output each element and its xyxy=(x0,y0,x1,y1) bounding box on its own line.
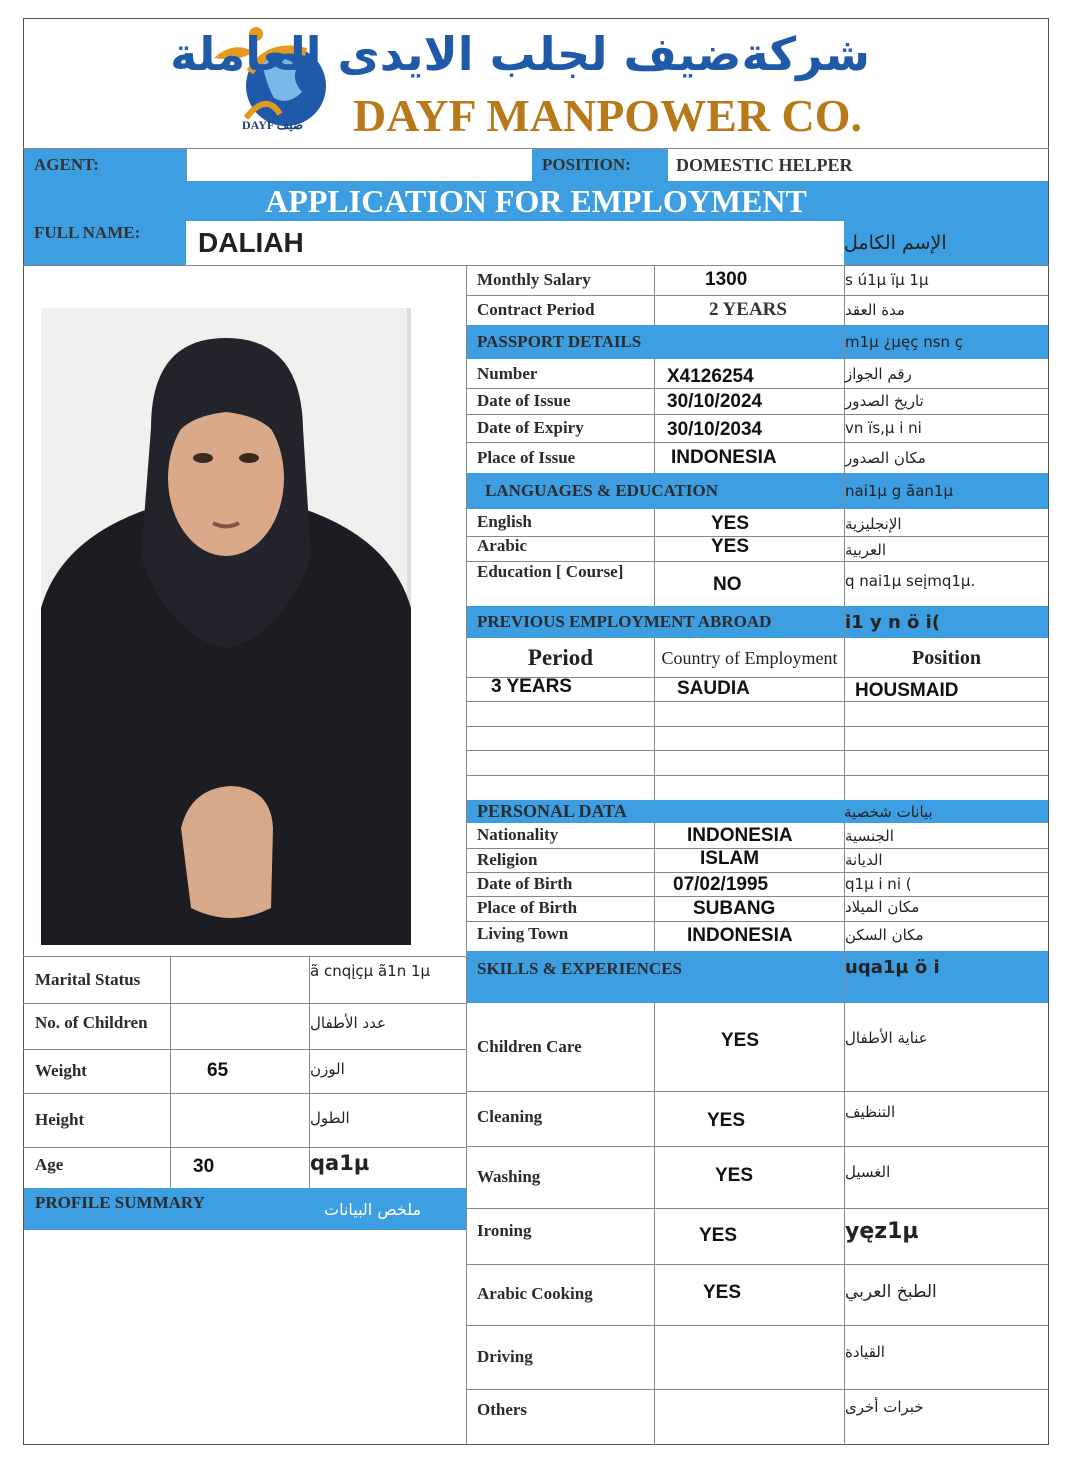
height-arabic: الطول xyxy=(310,1109,350,1127)
place-of-issue-value: INDONESIA xyxy=(671,446,777,468)
date-of-expiry-value: 30/10/2034 xyxy=(667,419,763,440)
skill-others-value xyxy=(655,1389,844,1431)
living-town-label: Living Town xyxy=(477,924,569,943)
passport-number-value: X4126254 xyxy=(667,365,754,387)
living-town-value: INDONESIA xyxy=(687,925,793,946)
agent-label: AGENT: xyxy=(24,149,186,181)
place-of-birth-label: Place of Birth xyxy=(477,898,578,917)
skill-washing-arabic: الغسيل xyxy=(845,1163,891,1181)
profile-summary-heading: PROFILE SUMMARY xyxy=(24,1188,324,1230)
marital-status-label: Marital Status xyxy=(35,969,141,989)
personal-heading: PERSONAL DATA xyxy=(467,800,844,823)
applicant-photo xyxy=(41,308,411,945)
arabic-label: Arabic xyxy=(477,536,528,555)
living-town-arabic: مكان السكن xyxy=(845,926,924,944)
passport-heading: PASSPORT DETAILS xyxy=(467,325,844,359)
skill-cleaning-label: Cleaning xyxy=(477,1107,543,1126)
date-of-issue-arabic: تاريخ الصدور xyxy=(845,392,924,410)
skill-others-arabic: خبرات أخرى xyxy=(845,1398,924,1416)
table-row: 3 YEARS xyxy=(491,676,572,697)
company-name-english: DAYF MANPOWER CO. xyxy=(353,90,862,141)
skill-ironing-arabic: yęz1µ xyxy=(845,1218,919,1244)
marital-status-arabic: ã cnqįçµ ã1n 1µ xyxy=(310,962,431,980)
personal-heading-arabic: بيانات شخصية xyxy=(844,800,1048,823)
passport-heading-arabic: m1µ ¿µęç nsn ç xyxy=(844,325,1048,359)
full-name-value: DALIAH xyxy=(198,227,304,258)
nationality-arabic: الجنسية xyxy=(845,827,894,845)
age-value: 30 xyxy=(193,1156,215,1177)
monthly-salary-arabic: s ú1µ ïµ 1µ xyxy=(845,271,929,289)
monthly-salary-value: 1300 xyxy=(705,269,748,290)
skill-ironing-label: Ironing xyxy=(477,1221,532,1240)
place-of-birth-value: SUBANG xyxy=(693,898,776,919)
skill-driving-label: Driving xyxy=(477,1347,533,1366)
place-of-issue-label: Place of Issue xyxy=(477,447,576,467)
contract-period-arabic: مدة العقد xyxy=(845,301,905,319)
nationality-label: Nationality xyxy=(477,825,559,844)
nationality-value: INDONESIA xyxy=(687,825,793,846)
english-value: YES xyxy=(711,513,750,534)
previous-heading-arabic: )i1 y n ö i xyxy=(844,606,1048,638)
skill-cleaning-arabic: التنظيف xyxy=(845,1103,896,1121)
company-name-arabic: شركةضيف لجلب الايدى العاملة xyxy=(170,27,870,81)
skill-washing-value: YES xyxy=(715,1165,754,1186)
weight-value: 65 xyxy=(207,1060,229,1081)
place-of-issue-arabic: مكان الصدور xyxy=(845,448,926,467)
passport-number-arabic: رقم الجواز xyxy=(845,364,912,383)
monthly-salary-label: Monthly Salary xyxy=(477,270,591,289)
contract-period-label: Contract Period xyxy=(477,300,595,319)
full-name-label: FULL NAME: xyxy=(24,221,186,265)
children-count-label: No. of Children xyxy=(35,1013,148,1032)
education-arabic: .q nai1µ seįmq1µ xyxy=(845,572,976,590)
religion-arabic: الديانة xyxy=(845,851,883,869)
skill-washing-label: Washing xyxy=(477,1167,541,1186)
full-name-label-arabic: الإسم الكامل xyxy=(844,221,1048,265)
skill-children-care-label: Children Care xyxy=(477,1037,582,1056)
position-label: POSITION: xyxy=(532,149,668,181)
skill-arabic-cooking-arabic: الطبخ العربي xyxy=(845,1282,937,1302)
date-of-expiry-arabic: vn ïs,µ i ni xyxy=(845,419,922,437)
date-of-issue-value: 30/10/2024 xyxy=(667,391,763,412)
languages-heading-arabic: nai1µ g ãan1µ xyxy=(844,473,1048,509)
position-column-header: Position xyxy=(912,646,981,669)
table-row: SAUDIA xyxy=(677,678,750,699)
skill-driving-arabic: القيادة xyxy=(845,1343,885,1361)
logo-text: DAYF ضيف xyxy=(242,118,304,132)
skill-children-care-arabic: عناية الأطفال xyxy=(845,1029,928,1047)
skills-heading: SKILLS & EXPERIENCES xyxy=(467,951,844,1003)
contract-period-value: 2 YEARS xyxy=(709,299,787,320)
education-label: Education [ Course] xyxy=(477,562,624,581)
arabic-arabic: العربية xyxy=(845,541,886,559)
english-label: English xyxy=(477,512,532,531)
height-label: Height xyxy=(35,1110,85,1129)
period-column-header: Period xyxy=(527,645,594,670)
date-of-birth-value: 07/02/1995 xyxy=(673,874,769,895)
passport-number-label: Number xyxy=(477,363,538,383)
profile-summary-heading-arabic: ملخص البيانات xyxy=(324,1188,466,1230)
children-count-value xyxy=(171,1003,309,1049)
date-of-issue-label: Date of Issue xyxy=(477,391,571,410)
profile-summary-text xyxy=(24,1230,466,1444)
skill-cleaning-value: YES xyxy=(707,1110,746,1131)
skill-ironing-value: YES xyxy=(699,1225,738,1246)
table-row: HOUSMAID xyxy=(855,680,959,701)
skill-driving-value xyxy=(655,1325,844,1389)
position-value: DOMESTIC HELPER xyxy=(676,154,853,175)
place-of-birth-arabic: مكان الميلاد xyxy=(845,898,920,916)
previous-heading: PREVIOUS EMPLOYMENT ABROAD xyxy=(467,606,844,638)
age-label: Age xyxy=(35,1155,64,1174)
date-of-birth-arabic: ) q1µ i ni xyxy=(845,875,912,893)
education-value: NO xyxy=(713,574,742,595)
arabic-value: YES xyxy=(711,536,750,557)
languages-heading: LANGUAGES & EDUCATION xyxy=(467,473,844,509)
skill-others-label: Others xyxy=(477,1400,528,1419)
religion-value: ISLAM xyxy=(700,848,760,869)
weight-arabic: الوزن xyxy=(310,1060,345,1078)
height-value xyxy=(171,1093,309,1147)
weight-label: Weight xyxy=(35,1061,87,1080)
skill-arabic-cooking-label: Arabic Cooking xyxy=(477,1284,593,1303)
age-arabic: qa1µ xyxy=(310,1151,370,1175)
marital-status-value xyxy=(171,956,309,1003)
skill-children-care-value: YES xyxy=(721,1030,760,1051)
skill-arabic-cooking-value: YES xyxy=(703,1282,742,1303)
religion-label: Religion xyxy=(477,850,538,869)
children-count-arabic: عدد الأطفال xyxy=(310,1014,386,1032)
english-arabic: الإنجليزية xyxy=(845,515,902,533)
agent-field xyxy=(186,149,532,181)
form-title: APPLICATION FOR EMPLOYMENT xyxy=(24,181,1048,221)
date-of-expiry-label: Date of Expiry xyxy=(477,418,584,437)
country-column-header: Country of Employment xyxy=(661,647,838,668)
skills-heading-arabic: uqa1µ ö i xyxy=(844,951,1048,1003)
date-of-birth-label: Date of Birth xyxy=(477,874,573,893)
